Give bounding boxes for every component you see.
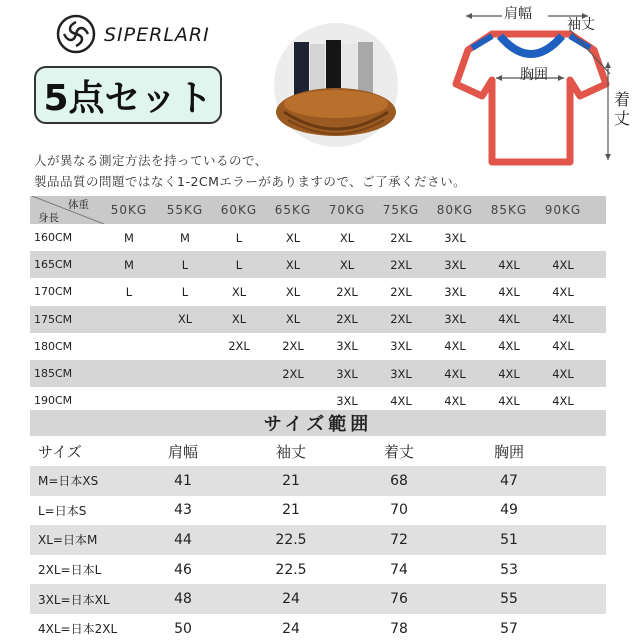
- size-cell: 2XL: [390, 284, 412, 299]
- size-cell: 4XL: [390, 393, 412, 408]
- measurement-cell: 24: [282, 620, 300, 637]
- measurement-cell: 24: [282, 591, 300, 608]
- product-photo: [266, 20, 406, 150]
- size-cell: XL: [285, 230, 301, 245]
- table-corner: [32, 196, 104, 224]
- weight-table-row: [30, 360, 606, 387]
- weight-header-cell: 90KG: [544, 203, 582, 217]
- weight-header-cell: 65KG: [274, 203, 312, 217]
- size-cell: 2XL: [390, 312, 412, 327]
- weight-table-row: [30, 251, 606, 278]
- size-cell: [104, 360, 154, 387]
- size-cell: M: [124, 230, 134, 245]
- measurement-cell: 76: [390, 591, 408, 608]
- weight-header-cell: 75KG: [382, 203, 420, 217]
- measurement-cell: 44: [174, 531, 192, 548]
- measurement-cell: 21: [282, 472, 300, 489]
- measurement-cell: 47: [500, 472, 518, 489]
- measurement-cell: 51: [500, 531, 518, 548]
- size-cell: [160, 360, 210, 387]
- size-label: M=日本XS: [38, 474, 99, 489]
- size-cell: 2XL: [282, 366, 304, 381]
- measurement-cell: 50: [174, 620, 192, 637]
- weight-table-row: [30, 224, 606, 251]
- corner-height-label: 身長: [38, 212, 59, 224]
- size-cell: 3XL: [444, 257, 466, 272]
- measurement-cell: 21: [282, 502, 300, 519]
- brand-name: SIPERLARI: [104, 24, 210, 46]
- measurement-cell: 22.5: [275, 561, 307, 578]
- size-cell: XL: [285, 284, 301, 299]
- height-label: 190CM: [34, 394, 73, 408]
- corner-divider: [32, 196, 104, 224]
- size-cell: XL: [285, 257, 301, 272]
- size-cell: XL: [177, 312, 193, 327]
- size-cell: 4XL: [498, 257, 520, 272]
- size-cell: 3XL: [336, 339, 358, 354]
- measurement-cell: 53: [500, 561, 518, 578]
- size-cell: 2XL: [390, 230, 412, 245]
- size-cell: 2XL: [336, 284, 358, 299]
- size-cell: XL: [339, 230, 355, 245]
- size-cell: 4XL: [552, 393, 574, 408]
- size-cell: 2XL: [390, 257, 412, 272]
- size-cell: 3XL: [444, 312, 466, 327]
- measurement-cell: 55: [500, 591, 518, 608]
- size-cell: 4XL: [444, 366, 466, 381]
- measurement-cell: 49: [500, 502, 518, 519]
- size-cell: 3XL: [390, 339, 412, 354]
- measurement-cell: 74: [390, 561, 408, 578]
- size-cell: L: [125, 284, 133, 299]
- size-cell: XL: [285, 312, 301, 327]
- weight-header-cell: 80KG: [436, 203, 474, 217]
- length-label: 着丈: [614, 90, 631, 128]
- size-cell: 3XL: [336, 366, 358, 381]
- size-cell: XL: [231, 284, 247, 299]
- height-label: 170CM: [34, 285, 73, 299]
- size-cell: [160, 333, 210, 360]
- size-header-cell: 袖丈: [275, 442, 306, 461]
- size-cell: 4XL: [552, 339, 574, 354]
- size-cell: XL: [339, 257, 355, 272]
- size-cell: 3XL: [336, 393, 358, 408]
- size-cell: 4XL: [444, 339, 466, 354]
- size-cell: 4XL: [498, 312, 520, 327]
- height-label: 165CM: [34, 258, 73, 272]
- size-cell: L: [235, 257, 243, 272]
- measurement-cell: 72: [390, 531, 408, 548]
- measurement-cell: 57: [500, 620, 518, 637]
- measurement-cell: 41: [174, 472, 192, 489]
- size-cell: 2XL: [282, 339, 304, 354]
- size-label: XL=日本M: [38, 533, 98, 548]
- weight-header-cell: 55KG: [166, 203, 204, 217]
- sleeve-label: 袖丈: [567, 17, 595, 33]
- size-cell: 3XL: [444, 230, 466, 245]
- size-cell: M: [124, 257, 134, 272]
- size-cell: 4XL: [444, 393, 466, 408]
- size-cell: 4XL: [552, 312, 574, 327]
- size-cell: 3XL: [444, 284, 466, 299]
- size-header-cell: 肩幅: [167, 442, 198, 461]
- size-cell: L: [181, 284, 189, 299]
- size-cell: [214, 360, 264, 387]
- set-badge: 5点セット: [34, 66, 222, 124]
- weight-table-row: [30, 333, 606, 360]
- size-cell: 4XL: [498, 339, 520, 354]
- size-table-row: [30, 555, 606, 585]
- size-cell: 2XL: [336, 312, 358, 327]
- height-label: 185CM: [34, 367, 73, 381]
- size-cell: 4XL: [552, 366, 574, 381]
- size-label: L=日本S: [38, 503, 87, 518]
- size-label: 3XL=日本XL: [38, 592, 110, 607]
- size-cell: 4XL: [552, 284, 574, 299]
- height-label: 175CM: [34, 312, 73, 326]
- size-cell: 2XL: [228, 339, 250, 354]
- size-table-row: [30, 525, 606, 555]
- size-table-row: [30, 584, 606, 614]
- measurement-cell: 68: [390, 472, 408, 489]
- size-table-row: [30, 496, 606, 526]
- notice-line-2: 製品品質の問題ではなく1-2CMエラーがありますので、ご了承ください。: [34, 174, 467, 189]
- weight-header-cell: 60KG: [220, 203, 258, 217]
- weight-header-row: [30, 196, 606, 224]
- size-cell: 4XL: [552, 257, 574, 272]
- measurement-cell: 48: [174, 591, 192, 608]
- size-header-cell: 胸囲: [493, 442, 524, 461]
- size-cell: [484, 224, 534, 251]
- size-cell: 3XL: [390, 366, 412, 381]
- measurement-cell: 78: [390, 620, 408, 637]
- size-header-cell: 着丈: [383, 442, 414, 461]
- corner-weight-label: 体重: [68, 199, 89, 211]
- measurement-cell: 46: [174, 561, 192, 578]
- size-cell: [104, 306, 154, 333]
- size-label: 2XL=日本L: [38, 563, 102, 578]
- size-table-row: [30, 614, 606, 640]
- height-label: 160CM: [34, 231, 73, 245]
- measurement-cell: 22.5: [275, 531, 307, 548]
- size-cell: L: [235, 230, 243, 245]
- size-header-label: サイズ: [38, 442, 82, 461]
- measurement-cell: 43: [174, 502, 192, 519]
- size-cell: XL: [231, 312, 247, 327]
- shirt-diagram: [430, 0, 640, 170]
- size-cell: [538, 224, 588, 251]
- notice-line-1: 人が異なる測定方法を持っているので、: [34, 153, 268, 168]
- height-label: 180CM: [34, 339, 73, 353]
- measurement-cell: 70: [390, 502, 408, 519]
- size-cell: L: [181, 257, 189, 272]
- chest-label: 胸囲: [520, 67, 548, 83]
- size-label: 4XL=日本2XL: [38, 622, 118, 637]
- size-header-row: [30, 436, 606, 466]
- size-cell: 4XL: [498, 284, 520, 299]
- weight-table-row: [30, 306, 606, 333]
- size-cell: [104, 333, 154, 360]
- weight-header-cell: 70KG: [328, 203, 366, 217]
- weight-height-size-table: [30, 196, 606, 414]
- tshirt-icon: [430, 0, 640, 170]
- weight-header-cell: 85KG: [490, 203, 528, 217]
- size-table-title: サイズ範囲: [30, 410, 606, 436]
- weight-header-cell: 50KG: [110, 203, 148, 217]
- shoulder-label: 肩幅: [504, 6, 532, 22]
- size-cell: 4XL: [498, 393, 520, 408]
- size-cell: M: [180, 230, 190, 245]
- size-cell: 4XL: [498, 366, 520, 381]
- weight-table-row: [30, 278, 606, 305]
- size-chart-table: [30, 436, 606, 640]
- size-table-row: [30, 466, 606, 496]
- brand-logo-icon: [56, 14, 96, 54]
